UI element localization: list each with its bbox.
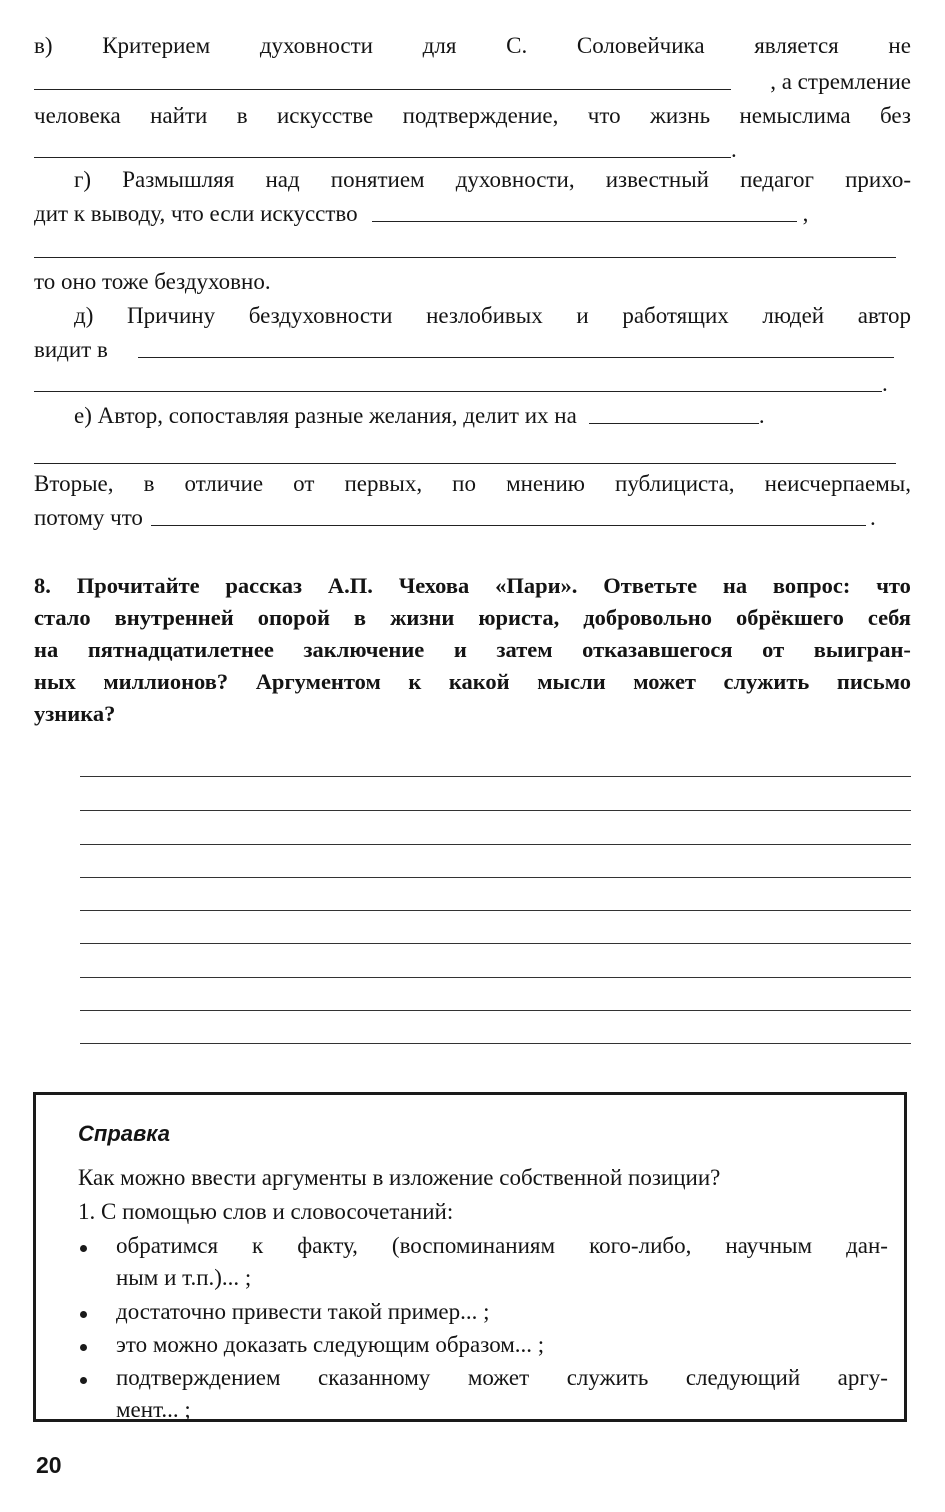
answer-line[interactable] [80,776,911,777]
item-e-line3 [34,464,911,498]
word: служить [723,669,810,694]
reference-question: Как можно ввести аргументы в изложение собственной позиции? [78,1165,721,1190]
answer-line[interactable] [80,810,911,811]
answer-line[interactable] [80,1010,911,1011]
word: духовности, [455,167,575,192]
answer-blank[interactable] [589,423,759,424]
answer-line[interactable] [80,1043,911,1044]
word: незлобивых [426,303,543,328]
word: заключение [303,637,425,662]
item-v-line3 [34,96,911,130]
answer-line[interactable] [80,877,911,878]
word: какой [448,669,510,694]
answer-line[interactable] [80,910,911,911]
word: «Пари». [495,573,578,598]
word: обратимся [116,1233,219,1258]
answer-blank[interactable] [34,391,882,392]
word: вопрос: [772,573,851,598]
word: духовности [259,33,373,58]
word: юриста, [478,605,560,630]
word: что [876,573,911,598]
word: ных [34,669,76,694]
task8-line1 [34,566,911,600]
word: Прочитайте [76,573,200,598]
page-number: 20 [36,1452,62,1478]
word: рассказ [225,573,303,598]
reference-bullet-1-line2: ным и т.п.)... ; [116,1265,252,1290]
item-g-line4: то оно тоже бездуховно. [34,269,271,294]
word: опорой [257,605,330,630]
word: обрёкшего [735,605,844,630]
task8-line2 [34,598,911,632]
answer-line[interactable] [80,844,911,845]
item-v-line4: . [34,130,911,164]
word: в [143,471,155,496]
word: публициста, [615,471,735,496]
word: на [722,573,748,598]
word: работящих [622,303,729,328]
reference-bullet-4-line2: мент... ; [116,1397,191,1422]
word: к [408,669,422,694]
reference-bullet-4-line1 [116,1359,888,1391]
word: С. [506,33,528,58]
item-g-line2: дит к выводу, что если искусство , [34,201,809,226]
word: 8. [34,573,51,598]
word: и [576,303,589,328]
word: от [762,637,785,662]
word: мнению [506,471,585,496]
word: затем [496,637,553,662]
word: Вторые, [34,471,114,496]
word: по [452,471,476,496]
item-v-line2: , а стремление [34,62,911,96]
word: автор [857,303,911,328]
answer-line[interactable] [80,977,911,978]
word: на [34,637,59,662]
word: без [879,103,911,128]
word: известный [605,167,709,192]
word: бездуховности [248,303,393,328]
word: г) [74,167,92,192]
answer-blank[interactable] [151,525,866,526]
word: Чехова [398,573,470,598]
word: в) [34,33,53,58]
bullet-icon [80,1344,87,1351]
word: письмо [836,669,911,694]
word: отказавшегося [582,637,733,662]
item-g-line1 [74,160,911,194]
reference-title: Справка [78,1121,170,1146]
reference-box [33,1092,907,1422]
word: неисчерпаемы, [764,471,911,496]
word: к [252,1233,264,1258]
word: д) [74,303,94,328]
reference-bullet-2: достаточно привести такой пример... ; [116,1299,490,1324]
item-d-line2: видит в [34,330,911,364]
word: Критерием [102,33,211,58]
word: педагог [740,167,814,192]
word: Причину [127,303,216,328]
item-v-line1 [34,26,911,60]
word: в [353,605,367,630]
word: мысли [537,669,606,694]
word: не [888,33,911,58]
word: Размышляя [122,167,235,192]
word: (воспоминаниям [391,1233,556,1258]
word: над [265,167,300,192]
word: и [453,637,467,662]
answer-blank[interactable] [34,257,896,258]
word: от [293,471,315,496]
word: аргу- [837,1365,888,1390]
word: пятнадцатилетнее [87,637,274,662]
word: подтверждение, [402,103,559,128]
word: для [422,33,457,58]
task8-line3 [34,630,911,664]
task8-line5: узника? [34,701,116,726]
word: себя [867,605,911,630]
word: прихо- [845,167,911,192]
word: искусстве [276,103,374,128]
word: немыслима [739,103,851,128]
word: Соловейчика [576,33,705,58]
answer-line[interactable] [80,943,911,944]
word: миллионов? [103,669,229,694]
bullet-icon [80,1245,87,1252]
word: может [467,1365,530,1390]
word: А.П. [327,573,373,598]
word: первых, [344,471,423,496]
word: Ответьте [603,573,698,598]
reference-bullet-3: это можно доказать следующим образом... ; [116,1332,545,1357]
answer-blank[interactable] [34,89,731,90]
word: отличие [184,471,264,496]
reference-bullet-1-line1 [116,1227,888,1259]
item-d-line3: . [34,364,911,398]
word: кого-либо, [589,1233,692,1258]
word: может [633,669,696,694]
reference-subheading: 1. С помощью слов и словосочетаний: [78,1199,454,1224]
word: следующий [685,1365,801,1390]
word: жизни [390,605,455,630]
bullet-icon [80,1377,87,1384]
word: понятием [330,167,425,192]
answer-blank[interactable] [34,157,731,158]
word: добровольно [583,605,712,630]
word: внутренней [114,605,234,630]
word: что [587,103,621,128]
item-e-line1: е) Автор, сопоставляя разные желания, делит их на . [74,403,765,428]
item-g-line3 [34,230,911,264]
word: стало [34,605,91,630]
bullet-icon [80,1311,87,1318]
word: человека [34,103,121,128]
word: является [754,33,839,58]
word: научным [725,1233,813,1258]
item-e-line4: потому что . [34,505,876,530]
word: выигран- [813,637,911,662]
word: жизнь [649,103,711,128]
answer-blank[interactable] [138,357,894,358]
word: в [236,103,248,128]
word: подтверждением [116,1365,281,1390]
word: дан- [846,1233,888,1258]
word: сказанному [318,1365,431,1390]
word: факту, [297,1233,358,1258]
word: Аргументом [255,669,381,694]
word: найти [150,103,208,128]
task8-line4 [34,662,911,696]
word: людей [762,303,825,328]
word: служить [566,1365,649,1390]
answer-blank[interactable] [372,221,797,222]
item-d-line1 [74,296,911,330]
